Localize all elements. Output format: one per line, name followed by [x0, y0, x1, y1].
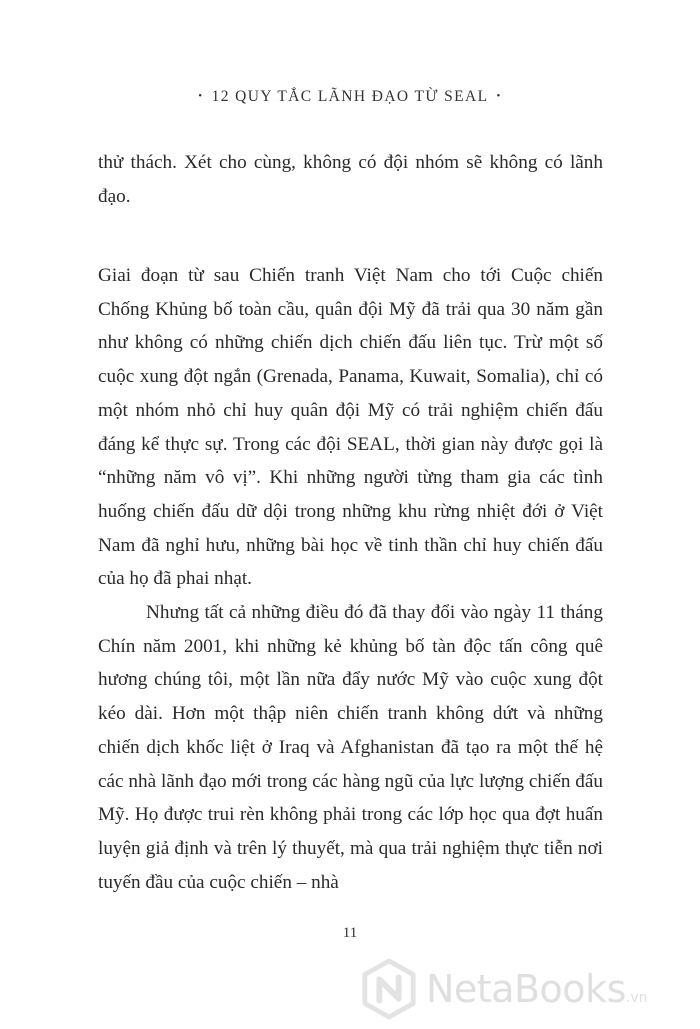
- header-bullet-right: •: [496, 90, 502, 102]
- paragraph-continuation: thử thách. Xét cho cùng, không có đội nhóm sẽ không có lãnh đạo.: [98, 152, 603, 207]
- netabooks-watermark: [360, 954, 698, 1024]
- watermark-suffix: .vn: [625, 990, 648, 1006]
- book-title: 12 QUY TẮC LÃNH ĐẠO TỪ SEAL: [211, 88, 489, 105]
- paragraph-post-vietnam-era: Giai đoạn từ sau Chiến tranh Việt Nam cho tới Cuộc chiến Chống Khủng bố toàn cầu, quân đội Mỹ đã trải qua 30 năm gần như không có những chiến dịch chiến đấu liên tục. Trừ một số cuộc xung đột ngắn (Grenada, Panama, Kuwait, Somalia), chỉ có một nhóm nhỏ chỉ huy quân đội Mỹ có trải nghiệm chiến đấu đáng kể thực sự. Trong các đội SEAL, thời gian này được gọi là “những năm vô vị”. Khi những người từng tham gia các tình huống chiến đấu dữ dội trong những khu rừng nhiệt đới ở Việt Nam đã nghỉ hưu, những bài học về tinh thần chỉ huy chiến đấu của họ đã phai nhạt.: [98, 265, 603, 590]
- page-number: 11: [342, 925, 358, 941]
- paragraph-september-eleven: Nhưng tất cả những điều đó đã thay đổi vào ngày 11 tháng Chín năm 2001, khi những kẻ khủng bố tàn độc tấn công quê hương chúng tôi, một lần nữa đẩy nước Mỹ vào cuộc xung đột kéo dài. Hơn một thập niên chiến tranh không dứt và những chiến dịch khốc liệt ở Iraq và Afghanistan đã tạo ra một thế hệ các nhà lãnh đạo mới trong các hàng ngũ của lực lượng chiến đấu Mỹ. Họ được trui rèn không phải trong các lớp học qua đợt huấn luyện giả định và trên lý thuyết, mà qua trải nghiệm thực tiễn nơi tuyến đầu của cuộc chiến – nhà: [98, 602, 603, 893]
- header-bullet-left: •: [198, 90, 204, 102]
- running-header: [0, 88, 700, 106]
- netabooks-logo-icon: [360, 958, 418, 1020]
- watermark-brand: NetaBooks: [426, 967, 626, 1011]
- watermark-text: [426, 967, 647, 1011]
